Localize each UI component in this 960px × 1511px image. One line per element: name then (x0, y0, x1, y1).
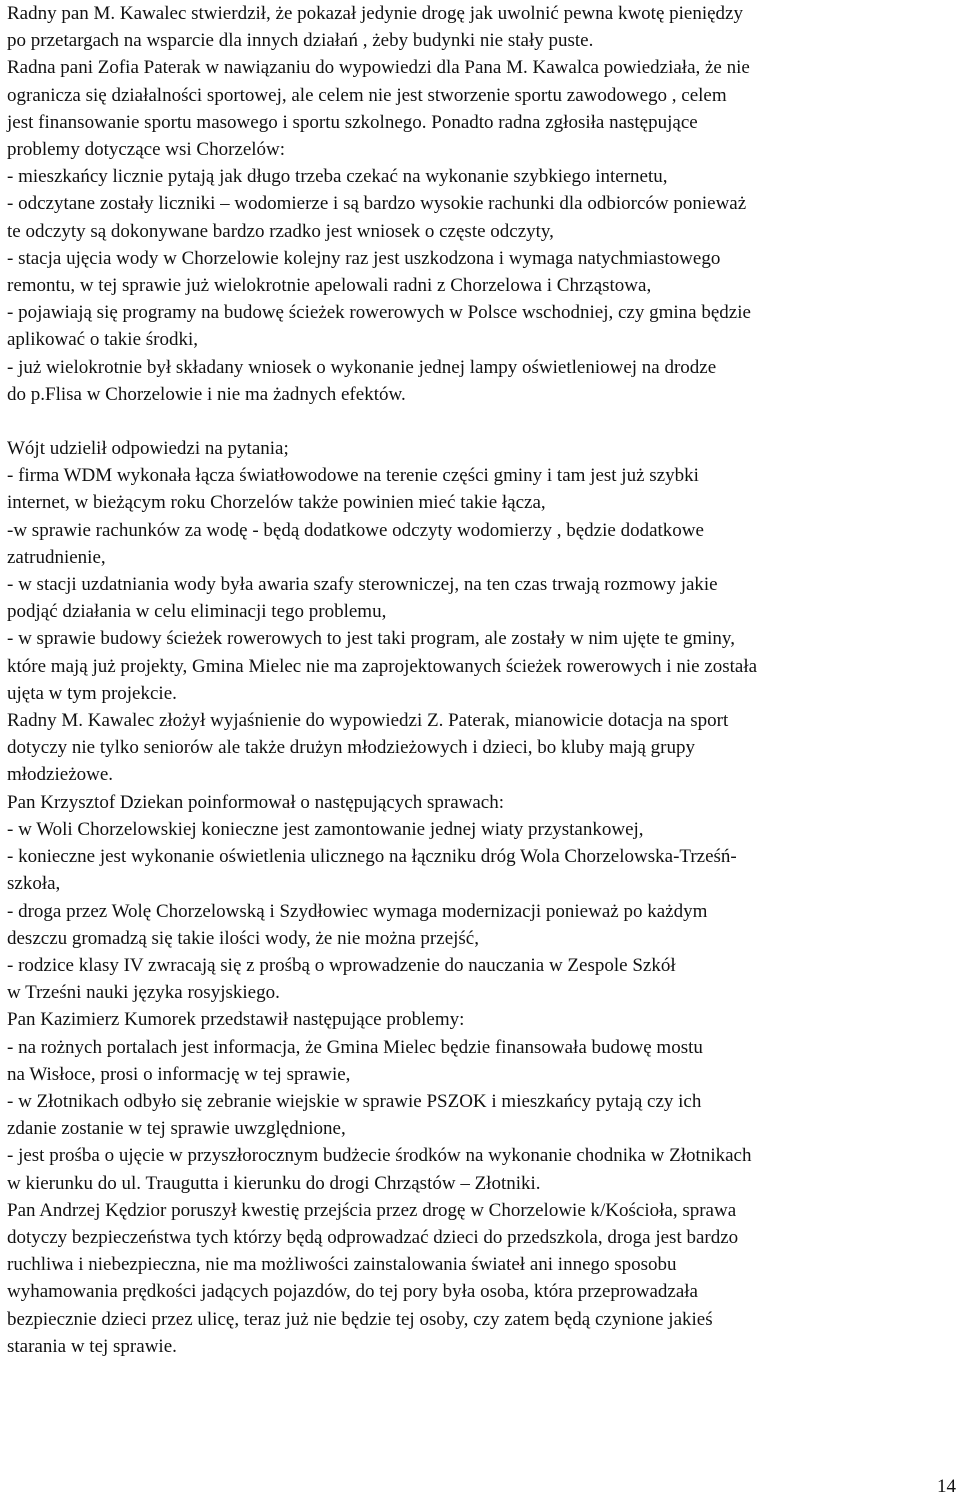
text-line: - na rożnych portalach jest informacja, że Gmina Mielec będzie finansowała budowę mostu (7, 1036, 703, 1058)
page-number: 14 (937, 1476, 956, 1497)
text-line: Pan Kazimierz Kumorek przedstawił następujące problemy: (7, 1009, 465, 1031)
text-line: starania w tej sprawie. (7, 1335, 177, 1357)
text-line: - w stacji uzdatniania wody była awaria szafy sterowniczej, na ten czas trwają rozmowy jakie (7, 574, 718, 596)
text-line: podjąć działania w celu eliminacji tego problemu, (7, 601, 387, 623)
text-line: - konieczne jest wykonanie oświetlenia ulicznego na łączniku dróg Wola Chorzelowska-Trześń- (7, 846, 737, 868)
text-line: problemy dotyczące wsi Chorzelów: (7, 139, 286, 161)
text-line: ogranicza się działalności sportowej, ale celem nie jest stworzenie sportu zawodowego , celem (7, 84, 727, 106)
text-line: które mają już projekty, Gmina Mielec nie ma zaprojektowanych ścieżek rowerowych i nie została (7, 655, 758, 677)
text-line: - w Złotnikach odbyło się zebranie wiejskie w sprawie PSZOK i mieszkańcy pytają czy ich (7, 1090, 702, 1112)
text-line: do p.Flisa w Chorzelowie i nie ma żadnych efektów. (7, 383, 406, 405)
text-line: Pan Krzysztof Dziekan poinformował o następujących sprawach: (7, 791, 504, 813)
paragraph-council-statements (7, 0, 958, 408)
text-line: - pojawiają się programy na budowę ścieżek rowerowych w Polsce wschodniej, czy gmina będzie (7, 302, 751, 324)
text-line: jest finansowanie sportu masowego i sportu szkolnego. Ponadto radna zgłosiła następujące (7, 111, 698, 133)
text-line: - firma WDM wykonała łącza światłowodowe na terenie części gminy i tam jest już szybki (7, 465, 699, 487)
text-line: - droga przez Wolę Chorzelowską i Szydłowiec wymaga modernizacji ponieważ po każdym (7, 900, 708, 922)
text-line: ruchliwa i niebezpieczna, nie ma możliwości zainstalowania świateł ani innego sposobu (7, 1254, 677, 1276)
text-line: na Wisłoce, prosi o informację w tej sprawie, (7, 1063, 351, 1085)
text-line: Wójt udzielił odpowiedzi na pytania; (7, 438, 289, 460)
paragraph-mayor-answers (7, 435, 958, 1360)
text-line: Radna pani Zofia Paterak w nawiązaniu do wypowiedzi dla Pana M. Kawalca powiedziała, że nie (7, 57, 750, 79)
text-line: - już wielokrotnie był składany wniosek o wykonanie jednej lampy oświetleniowej na drodze (7, 356, 717, 378)
text-line: młodzieżowe. (7, 764, 114, 786)
text-line: deszczu gromadzą się takie ilości wody, że nie można przejść, (7, 927, 479, 949)
text-line: szkoła, (7, 873, 61, 895)
text-line: - mieszkańcy licznie pytają jak długo trzeba czekać na wykonanie szybkiego internetu, (7, 166, 668, 188)
text-line: - jest prośba o ujęcie w przyszłorocznym budżecie środków na wykonanie chodnika w Złotnikach (7, 1145, 752, 1167)
text-line: bezpiecznie dzieci przez ulicę, teraz już nie będzie tej osoby, czy zatem będą czynione jakieś (7, 1308, 713, 1330)
text-line: ujęta w tym projekcie. (7, 682, 177, 704)
text-line: -w sprawie rachunków za wodę - będą dodatkowe odczyty wodomierzy , będzie dodatkowe (7, 519, 704, 541)
text-line: zdanie zostanie w tej sprawie uwzględnione, (7, 1118, 346, 1140)
text-line: Radny M. Kawalec złożył wyjaśnienie do wypowiedzi Z. Paterak, mianowicie dotacja na sport (7, 710, 729, 732)
text-line: po przetargach na wsparcie dla innych działań , żeby budynki nie stały puste. (7, 30, 594, 52)
text-line: zatrudnienie, (7, 546, 106, 568)
text-line: - odczytane zostały liczniki – wodomierze i są bardzo wysokie rachunki dla odbiorców ponieważ (7, 193, 747, 215)
text-line: Pan Andrzej Kędzior poruszył kwestię przejścia przez drogę w Chorzelowie k/Kościoła, sprawa (7, 1199, 737, 1221)
text-line: internet, w bieżącym roku Chorzelów także powinien mieć takie łącza, (7, 492, 546, 514)
text-line: te odczyty są dokonywane bardzo rzadko jest wniosek o częste odczyty, (7, 220, 554, 242)
text-line: - w sprawie budowy ścieżek rowerowych to jest taki program, ale zostały w nim ujęte te gminy, (7, 628, 735, 650)
text-line: w Trześni nauki języka rosyjskiego. (7, 982, 280, 1004)
text-line: wyhamowania prędkości jadących pojazdów, do tej pory była osoba, która przeprowadzała (7, 1281, 698, 1303)
text-line: dotyczy bezpieczeństwa tych którzy będą odprowadzać dzieci do przedszkola, droga jest bardzo (7, 1226, 739, 1248)
text-line: dotyczy nie tylko seniorów ale także drużyn młodzieżowych i dzieci, bo kluby mają grupy (7, 737, 696, 759)
text-line: w kierunku do ul. Traugutta i kierunku do drogi Chrząstów – Złotniki. (7, 1172, 541, 1194)
text-line: aplikować o takie środki, (7, 329, 199, 351)
text-line: - stacja ujęcia wody w Chorzelowie kolejny raz jest uszkodzona i wymaga natychmiastowego (7, 247, 721, 269)
text-line: - w Woli Chorzelowskiej konieczne jest zamontowanie jednej wiaty przystankowej, (7, 818, 644, 840)
text-line: Radny pan M. Kawalec stwierdził, że pokazał jedynie drogę jak uwolnić pewna kwotę pieniędzy (7, 3, 743, 24)
document-page (7, 0, 958, 1360)
text-line: - rodzice klasy IV zwracają się z prośbą o wprowadzenie do nauczania w Zespole Szkół (7, 954, 676, 976)
paragraph-gap (7, 408, 958, 435)
text-line: remontu, w tej sprawie już wielokrotnie apelowali radni z Chorzelowa i Chrząstowa, (7, 275, 652, 297)
